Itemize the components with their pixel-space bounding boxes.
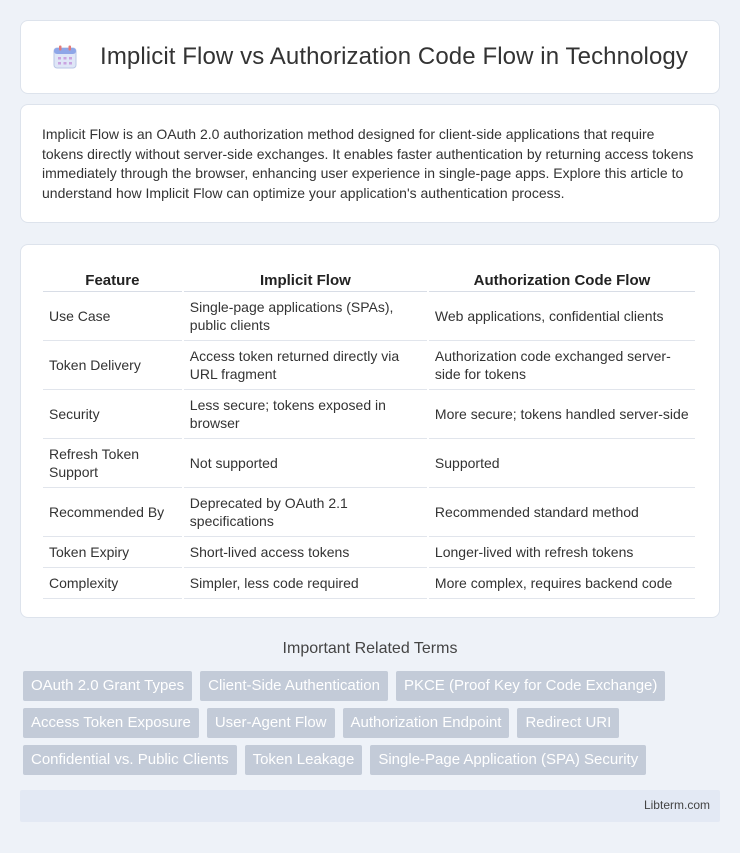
table-cell: Less secure; tokens exposed in browser [184, 390, 427, 439]
table-cell: Access token returned directly via URL fragment [184, 341, 427, 390]
table-cell: More secure; tokens handled server-side [429, 390, 695, 439]
comparison-table-card [20, 244, 720, 618]
table-cell: Single-page applications (SPAs), public clients [184, 292, 427, 341]
related-term-tag[interactable]: OAuth 2.0 Grant Types [23, 671, 192, 701]
column-header-authorization-code-flow: Authorization Code Flow [429, 265, 695, 292]
column-header-feature: Feature [43, 265, 182, 292]
table-cell: Use Case [43, 292, 182, 341]
header [52, 43, 688, 71]
table-cell: Recommended By [43, 488, 182, 537]
intro-paragraph: Implicit Flow is an OAuth 2.0 authorization method designed for client-side applications that require tokens directly without server-side exchanges. It enables faster authentication by returning access tokens immediately through the browser, enhancing user experience in single-page apps. Explore this article to understand how Implicit Flow can optimize your application's authentication process. [42, 126, 694, 201]
table-row [43, 390, 695, 439]
related-terms-list [23, 671, 703, 775]
table-row [43, 488, 695, 537]
related-term-tag[interactable]: Redirect URI [517, 708, 619, 738]
comparison-table [41, 265, 697, 599]
related-term-tag[interactable]: Single-Page Application (SPA) Security [370, 745, 646, 775]
intro-card [20, 104, 720, 223]
table-cell: Simpler, less code required [184, 568, 427, 599]
table-cell: Complexity [43, 568, 182, 599]
table-cell: Web applications, confidential clients [429, 292, 695, 341]
table-cell: Deprecated by OAuth 2.1 specifications [184, 488, 427, 537]
calendar-icon [52, 44, 78, 70]
table-row [43, 439, 695, 488]
table-cell: Recommended standard method [429, 488, 695, 537]
table-cell: More complex, requires backend code [429, 568, 695, 599]
related-term-tag[interactable]: Token Leakage [245, 745, 363, 775]
related-term-tag[interactable]: User-Agent Flow [207, 708, 335, 738]
table-cell: Refresh Token Support [43, 439, 182, 488]
footer-site-link[interactable]: Libterm.com [643, 798, 710, 812]
related-term-tag[interactable]: Confidential vs. Public Clients [23, 745, 237, 775]
related-term-tag[interactable]: PKCE (Proof Key for Code Exchange) [396, 671, 665, 701]
table-cell: Short-lived access tokens [184, 537, 427, 568]
footer [20, 790, 720, 822]
related-terms-heading: Important Related Terms [282, 640, 458, 657]
table-cell: Not supported [184, 439, 427, 488]
related-term-tag[interactable]: Authorization Endpoint [343, 708, 510, 738]
related-term-tag[interactable]: Client-Side Authentication [200, 671, 388, 701]
table-cell: Token Expiry [43, 537, 182, 568]
table-cell: Authorization code exchanged server-side for tokens [429, 341, 695, 390]
table-cell: Supported [429, 439, 695, 488]
related-term-tag[interactable]: Access Token Exposure [23, 708, 199, 738]
column-header-implicit-flow: Implicit Flow [184, 265, 427, 292]
table-row [43, 292, 695, 341]
table-cell: Token Delivery [43, 341, 182, 390]
table-row [43, 537, 695, 568]
header-card [20, 20, 720, 94]
table-cell: Security [43, 390, 182, 439]
table-cell: Longer-lived with refresh tokens [429, 537, 695, 568]
table-row [43, 568, 695, 599]
table-header-row [43, 265, 695, 292]
page-title: Implicit Flow vs Authorization Code Flow in Technology [100, 43, 688, 70]
table-row [43, 341, 695, 390]
